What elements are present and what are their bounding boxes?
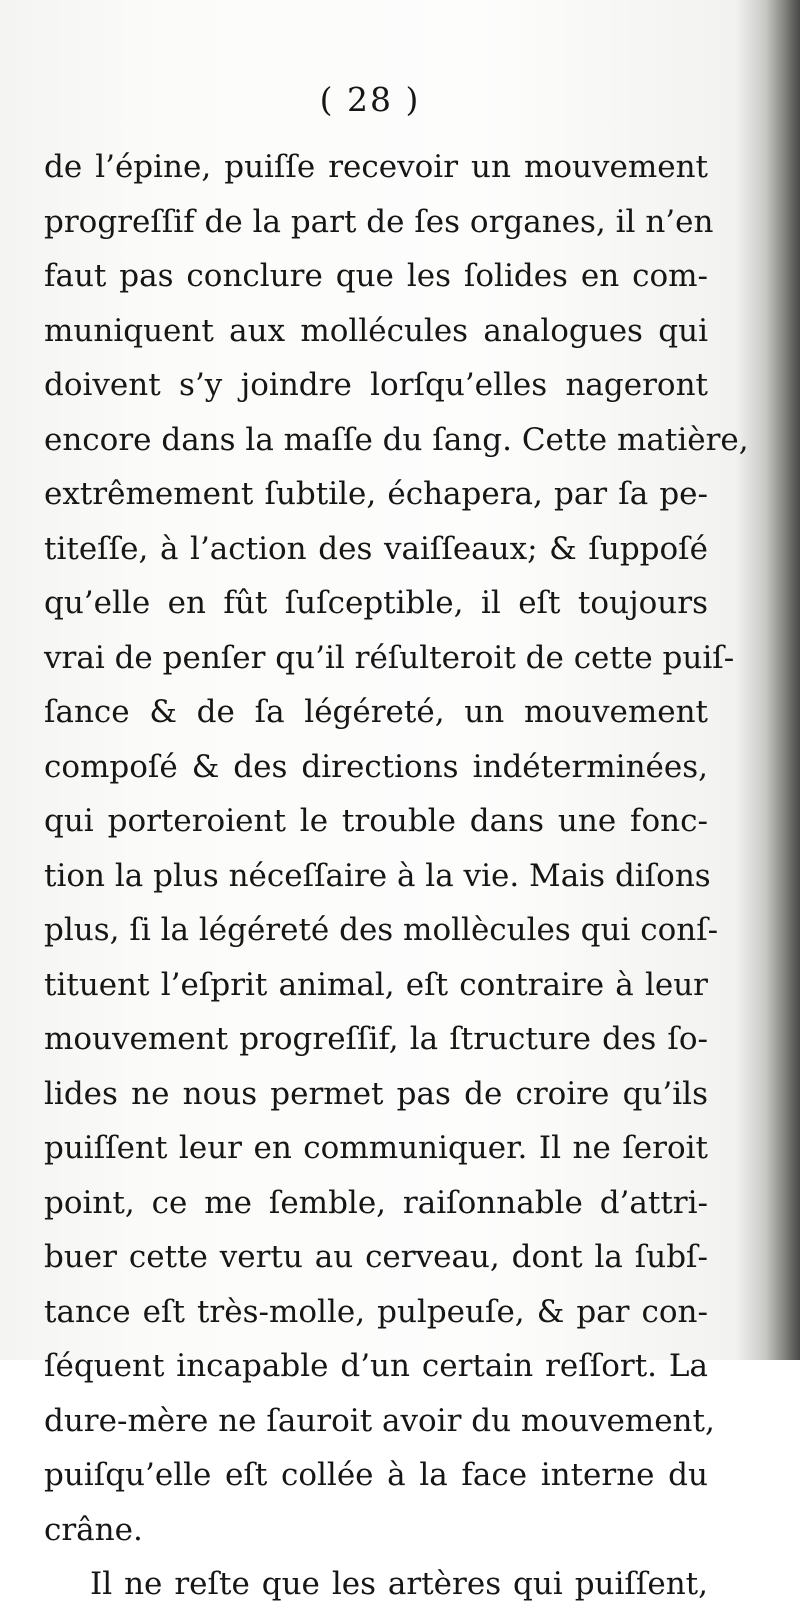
- text-line: muniquent aux mollécules analogues qui: [44, 312, 708, 349]
- text-line: doivent s’y joindre lorſqu’elles nageront: [44, 367, 708, 403]
- text-line: buer cette vertu au cerveau, dont la ſubſ-: [44, 1239, 708, 1275]
- text-line: qu’elle en fût ſuſceptible, il eſt toujours: [44, 585, 708, 621]
- text-line: lides ne nous permet pas de croire qu’ils: [44, 1075, 708, 1112]
- text-line: faut pas conclure que les ſolides en com-: [44, 258, 708, 294]
- text-line: plus, ſi la légéreté des mollècules qui conſ-: [44, 912, 719, 948]
- paragraph-end-line: crâne.: [44, 1511, 143, 1548]
- text-line: ſance & de ſa légéreté, un mouvement: [44, 694, 708, 730]
- text-line: dure-mère ne ſauroit avoir du mouvement,: [44, 1402, 715, 1439]
- text-line: puiſqu’elle eſt collée à la face interne du: [44, 1457, 708, 1493]
- text-line: tituent l’eſprit animal, eſt contraire à leur: [44, 966, 708, 1003]
- text-line: vrai de penſer qu’il réſulteroit de cette puiſ-: [44, 639, 735, 676]
- text-line: tion la plus néceſſaire à la vie. Mais diſons: [44, 857, 711, 894]
- text-line: ſéquent incapable d’un certain reſſort. La: [44, 1348, 708, 1384]
- text-line: progreſſif de la part de ſes organes, il n’en: [44, 203, 714, 240]
- text-line: titeſſe, à l’action des vaiſſeaux; & ſuppoſé: [44, 530, 708, 567]
- text-line: mouvement progreſſif, la ſtructure des ſo-: [44, 1021, 708, 1057]
- paragraph-first-line: Il ne reſte que les artères qui puiſſent,: [90, 1566, 708, 1602]
- text-line: extrêmement ſubtile, échapera, par ſa pe-: [44, 476, 708, 512]
- text-line: compoſé & des directions indéterminées,: [44, 748, 708, 785]
- text-line: qui porteroient le trouble dans une fonc-: [44, 803, 708, 839]
- page-edge-shadow: [766, 0, 800, 1360]
- body-text: [44, 140, 749, 1612]
- text-line: puiſſent leur en communiquer. Il ne ſeroit: [44, 1130, 708, 1166]
- text-line: encore dans la maſſe du ſang. Cette matière,: [44, 421, 749, 458]
- text-line: point, ce me ſemble, raiſonnable d’attri-: [44, 1184, 708, 1221]
- text-line: de l’épine, puiſſe recevoir un mouvement: [44, 149, 708, 185]
- text-line: tance eſt très-molle, pulpeuſe, & par con-: [44, 1293, 708, 1330]
- page-number: ( 28 ): [319, 80, 421, 119]
